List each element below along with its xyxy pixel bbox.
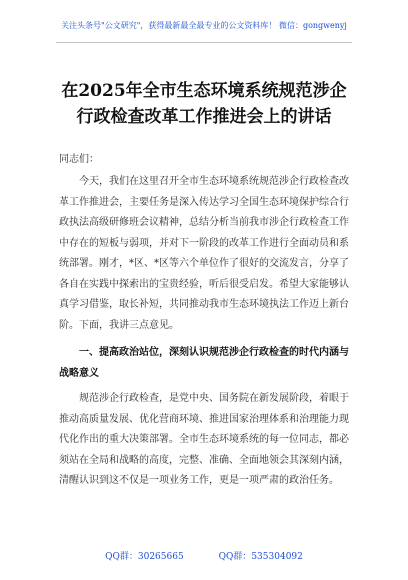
section-heading-1: 一、提高政治站位，深刻认识规范涉企行政检查的时代内涵与战略意义 bbox=[59, 347, 349, 379]
footer-qq-group-1: QQ群：30265665 bbox=[105, 552, 184, 562]
footer-qq-group-2: QQ群：535304092 bbox=[218, 552, 303, 562]
document-title bbox=[40, 78, 368, 130]
paragraph-section-1: 规范涉企行政检查，是党中央、国务院在新发展阶段，着眼于推动高质量发展、优化营商环境、推进国家治理体系和治理能力现代化作出的重大决策部署。全市生态环境系统的每一位同志，都必须站在全局和战略的高度，完整、准确、全面地领会其深刻内涵，清醒认识到这不仅是一项业务工作，更是一项严肃的政治任务。 bbox=[59, 393, 349, 486]
title-line-1: 在2025年全市生态环境系统规范涉企 bbox=[61, 81, 347, 101]
header-note: 关注头条号"公文研究"，获得最新最全最专业的公文资料库！ 微信：gongwenyj bbox=[61, 21, 347, 30]
footer-contacts bbox=[0, 549, 408, 562]
salutation: 同志们： bbox=[59, 154, 99, 165]
header-divider bbox=[56, 42, 352, 43]
paragraph-intro: 今天，我们在这里召开全市生态环境系统规范涉企行政检查改革工作推进会，主要任务是深入传达学习全国生态环境保护综合行政执法高级研修班会议精神，总结分析当前我市涉企行政检查工作中存在的短板与弱项，并对下一阶段的改革工作进行全面动员和系统部署。刚才，*区、*区等六个单位作了很好的交流发言，分享了各自在实践中探索出的宝贵经验，听后很受启发。希望大家能够认真学习借鉴，取长补短，共同推动我市生态环境执法工作迈上新台阶。下面，我讲三点意见。 bbox=[59, 176, 349, 331]
title-line-2: 行政检查改革工作推进会上的讲话 bbox=[76, 107, 332, 127]
